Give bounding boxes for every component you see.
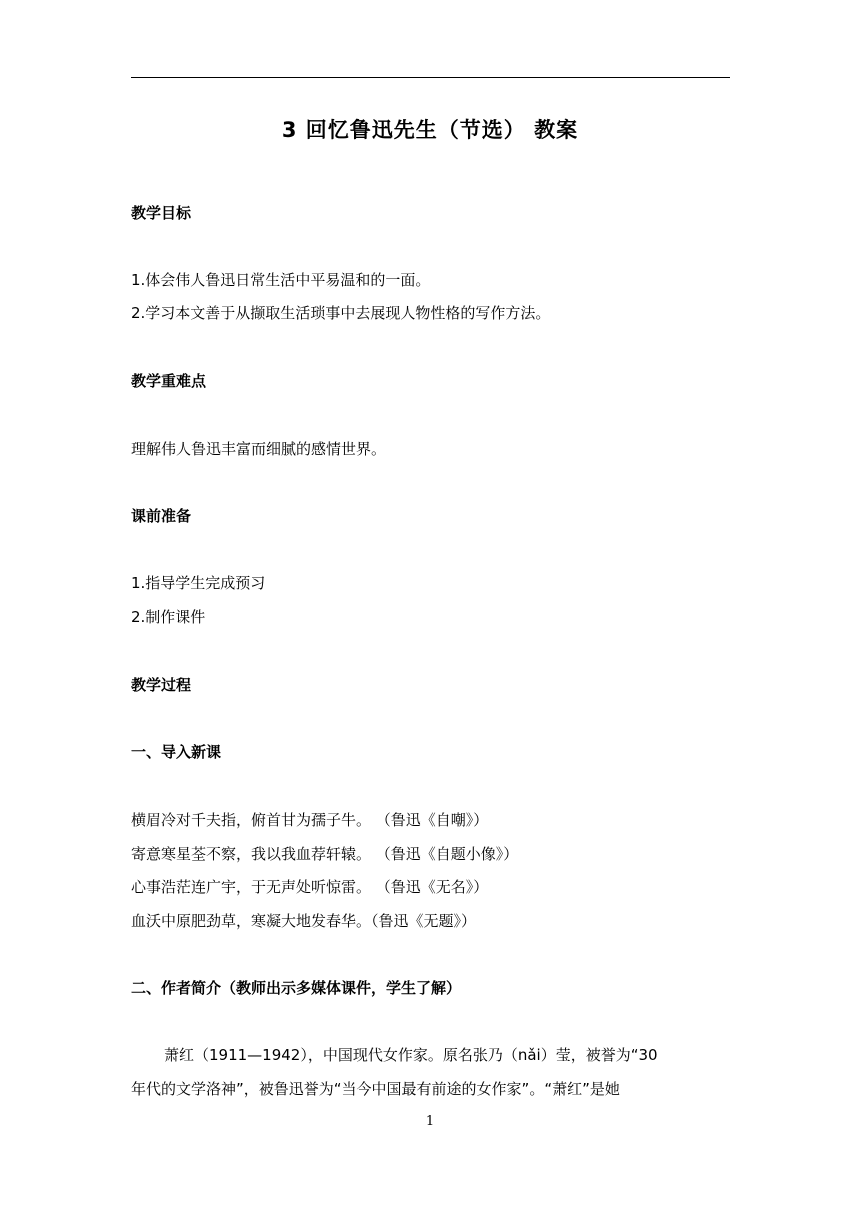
poem-line: 横眉冷对千夫指，俯首甘为孺子牛。 （鲁迅《自嘲》） bbox=[131, 811, 489, 829]
part1-heading: 一、导入新课 bbox=[131, 743, 222, 761]
page-number: 1 bbox=[425, 1114, 435, 1129]
process-heading: 教学过程 bbox=[131, 676, 192, 694]
poem-line: 心事浩茫连广宇，于无声处听惊雷。 （鲁迅《无名》） bbox=[131, 878, 489, 896]
page-title: 3 回忆鲁迅先生（节选） 教案 bbox=[281, 118, 579, 142]
bio-line: 年代的文学洛神”，被鲁迅誉为“当今中国最有前途的女作家”。“萧红”是她 bbox=[131, 1080, 620, 1098]
header-rule bbox=[131, 77, 730, 78]
goal-item: 2.学习本文善于从撷取生活琐事中去展现人物性格的写作方法。 bbox=[131, 304, 551, 322]
goal-item: 1.体会伟人鲁迅日常生活中平易温和的一面。 bbox=[131, 271, 431, 289]
poem-line: 寄意寒星荃不察，我以我血荐轩辕。 （鲁迅《自题小像》） bbox=[131, 845, 519, 863]
bio-line: 萧红（1911—1942），中国现代女作家。原名张乃（nǎi）莹，被誉为“30 bbox=[164, 1046, 658, 1064]
key-heading: 教学重难点 bbox=[131, 372, 207, 390]
prep-heading: 课前准备 bbox=[131, 507, 192, 525]
goals-heading: 教学目标 bbox=[131, 204, 192, 222]
poem-line: 血沃中原肥劲草，寒凝大地发春华。（鲁迅《无题》） bbox=[131, 912, 477, 930]
prep-item: 2.制作课件 bbox=[131, 608, 206, 626]
prep-item: 1.指导学生完成预习 bbox=[131, 574, 266, 592]
part2-heading: 二、作者简介（教师出示多媒体课件，学生了解） bbox=[131, 979, 462, 997]
key-text: 理解伟人鲁迅丰富而细腻的感情世界。 bbox=[131, 440, 387, 458]
